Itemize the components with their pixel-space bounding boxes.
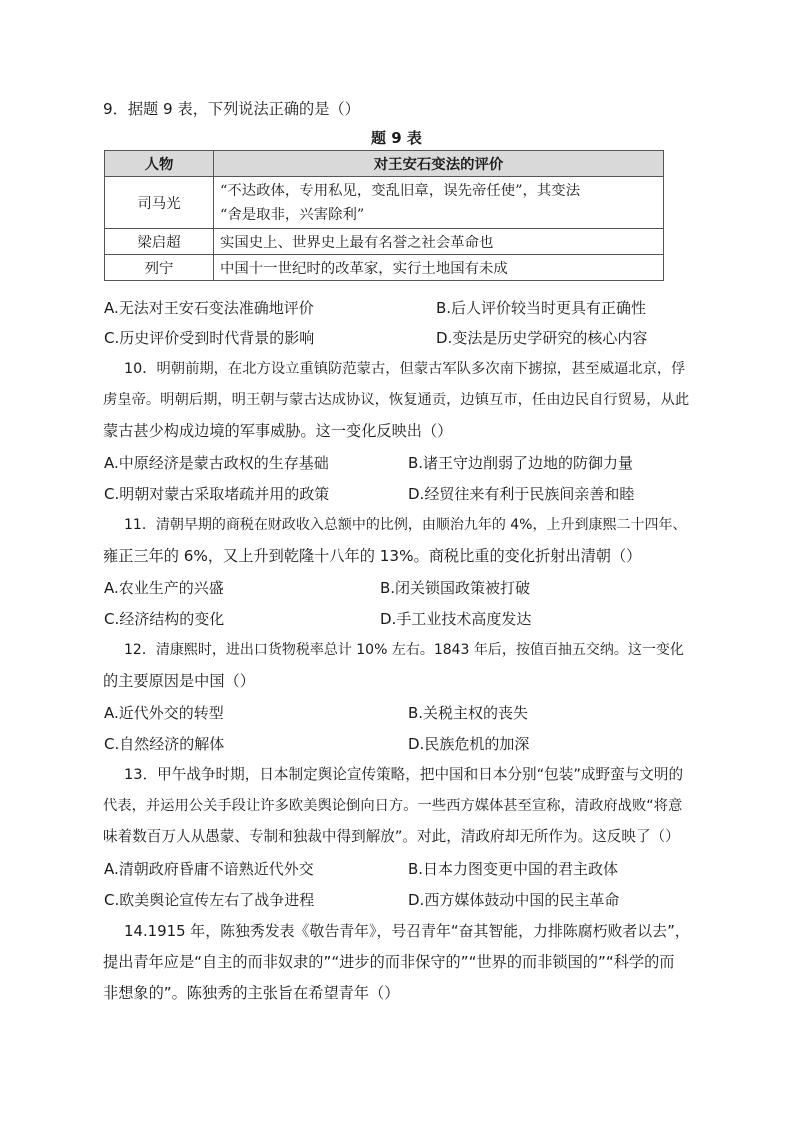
q11-option-a[interactable]: A.农业生产的兴盛 [104, 579, 224, 597]
q11-option-d[interactable]: D.手工业技术高度发达 [380, 610, 532, 628]
q11-option-c[interactable]: C.经济结构的变化 [104, 610, 225, 628]
q10-option-c[interactable]: C.明朝对蒙古采取堵疏并用的政策 [104, 485, 330, 503]
q13-line: 13．甲午战争时期，日本制定舆论宣传策略，把中国和日本分别“包装”成野蛮与文明的 [124, 766, 684, 783]
q12-option-c[interactable]: C.自然经济的解体 [104, 735, 225, 753]
table-cell-evaluation [214, 177, 664, 229]
table-row [105, 255, 664, 281]
q13-option-b[interactable]: B.日本力图变更中国的君主政体 [408, 860, 619, 878]
q12-line: 的主要原因是中国（） [103, 672, 255, 690]
q13-line: 代表，并运用公关手段让许多欧美舆论倒向日方。一些西方媒体甚至宣称，清政府战败“将意 [103, 798, 683, 814]
q10-option-d[interactable]: D.经贸往来有利于民族间亲善和睦 [408, 485, 635, 503]
table-header-row [105, 151, 664, 177]
q13-option-a[interactable]: A.清朝政府昏庸不谙熟近代外交 [104, 860, 314, 878]
table-cell-person: 梁启超 [105, 229, 214, 255]
q9-option-c[interactable]: C.历史评价受到时代背景的影响 [104, 329, 315, 347]
q14-line: 提出青年应是“自主的而非奴隶的”“进步的而非保守的”“世界的而非锁国的”“科学的而 [103, 953, 675, 971]
table-cell-person: 司马光 [105, 177, 214, 229]
q10-line: 蒙古甚少构成边境的军事威胁。这一变化反映出（） [103, 422, 453, 440]
q9-evaluation-table [104, 150, 664, 281]
table-cell-evaluation: 实国史上、世界史上最有名誉之社会革命也 [214, 229, 664, 255]
q9-option-b[interactable]: B.后人评价较当时更具有正确性 [436, 299, 647, 317]
q9-option-a[interactable]: A.无法对王安石变法准确地评价 [104, 299, 314, 317]
table-row [105, 177, 664, 229]
q12-option-a[interactable]: A.近代外交的转型 [104, 704, 224, 722]
evaluation-line: “不达政体，专用私见，变乱旧章，误先帝任使”，其变法 [220, 182, 581, 199]
q12-option-b[interactable]: B.关税主权的丧失 [408, 704, 529, 722]
q9-stem: 9．据题 9 表，下列说法正确的是（） [103, 100, 360, 118]
q10-line: 虏皇帝。明朝后期，明王朝与蒙古达成协议，恢复通贡，边镇互市，任由边民自行贸易，从此 [103, 392, 690, 408]
q14-line: 14.1915 年，陈独秀发表《敬告青年》，号召青年“奋其智能，力排陈腐朽败者以去”， [124, 922, 690, 940]
table-header-evaluation: 对王安石变法的评价 [214, 151, 664, 177]
q9-table-title: 题 9 表 [371, 129, 422, 147]
q13-option-c[interactable]: C.欧美舆论宣传左右了战争进程 [104, 891, 315, 909]
table-header-person: 人物 [105, 151, 214, 177]
q12-line: 12．清康熙时，进出口货物税率总计 10% 左右。1843 年后，按值百抽五交纳。这一变化 [124, 642, 684, 658]
q9-option-d[interactable]: D.变法是历史学研究的核心内容 [436, 329, 648, 347]
q13-line: 味着数百万人从愚蒙、专制和独裁中得到解放”。对此，清政府却无所作为。这反映了（） [103, 828, 680, 845]
q14-line: 非想象的”。陈独秀的主张旨在希望青年（） [103, 984, 400, 1002]
q11-option-b[interactable]: B.闭关锁国政策被打破 [380, 579, 531, 597]
q10-option-a[interactable]: A.中原经济是蒙古政权的生存基础 [104, 454, 329, 472]
q11-line: 11．清朝早期的商税在财政收入总额中的比例，由顺治九年的 4%，上升到康熙二十四年、 [124, 517, 687, 533]
q11-line: 雍正三年的 6%，又上升到乾隆十八年的 13%。商税比重的变化折射出清朝（） [103, 547, 642, 565]
q10-line: 10．明朝前期，在北方设立重镇防范蒙古，但蒙古军队多次南下掳掠，甚至威逼北京，俘 [124, 361, 686, 377]
q13-option-d[interactable]: D.西方媒体鼓动中国的民主革命 [408, 891, 620, 909]
evaluation-line: “舍是取非，兴害除利” [220, 206, 365, 223]
table-cell-evaluation: 中国十一世纪时的改革家，实行土地国有未成 [214, 255, 664, 281]
table-row [105, 229, 664, 255]
q12-option-d[interactable]: D.民族危机的加深 [408, 735, 530, 753]
table-cell-person: 列宁 [105, 255, 214, 281]
q10-option-b[interactable]: B.诸王守边削弱了边地的防御力量 [408, 454, 634, 472]
